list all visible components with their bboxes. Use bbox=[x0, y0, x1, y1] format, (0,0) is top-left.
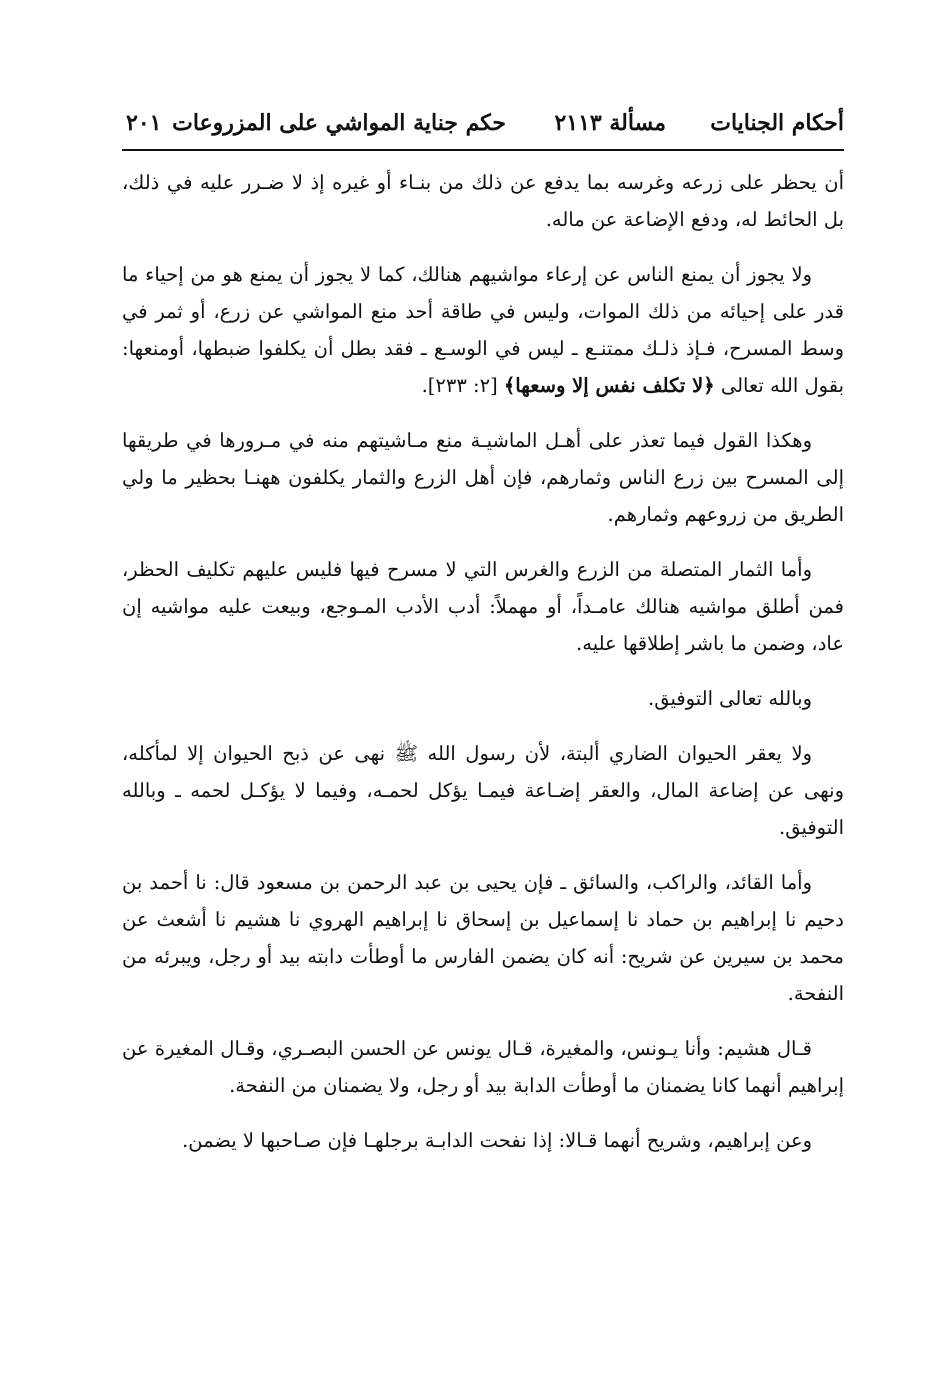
paragraph-2: ولا يجوز أن يمنع الناس عن إرعاء مواشيهم هنالك، كما لا يجوز أن يمنع هو من إحياء ما قدر على إحيائه من ذلك الموات، وليس في طاقة أحد منع المواشي عن زرع، أو ثمر في وسط المسرح، فـإذ ذلـك ممتنـع ـ ليس في الوسـع ـ فقد بطل أن يكلفوا ضبطها، أومنعها: بقول الله تعالى ﴿لا تكلف نفس إلا وسعها﴾ [٢: ٢٣٣]. bbox=[122, 263, 844, 397]
paragraph-8: قـال هشيم: وأنا يـونس، والمغيرة، قـال يونس عن الحسن البصـري، وقـال المغيرة عن إبراهيم أنهما كانا يضمنان ما أوطأت الدابة بيد أو رجل، ولا يضمنان من النفحة. bbox=[122, 1037, 844, 1097]
paragraph-9: وعن إبراهيم، وشريح أنهما قـالا: إذا نفحت الدابـة برجلهـا فإن صـاحبها لا يضمن. bbox=[182, 1129, 812, 1152]
paragraph-4: وأما الثمار المتصلة من الزرع والغرس التي لا مسرح فيها فليس عليهم تكليف الحظر، فمن أطلق مواشيه هنالك عامـداً، أو مهملاً: أدب الأدب المـوجع، وبيعت عليه مواشيه إن عاد، وضمن ما باشر إطلاقها عليه. bbox=[122, 558, 844, 655]
page-number: ٢٠١ bbox=[126, 110, 162, 136]
paragraph-5: وبالله تعالى التوفيق. bbox=[648, 687, 812, 710]
paragraph-1: أن يحظر على زرعه وغرسه بما يدفع عن ذلك من بنـاء أو غيره إذ لا ضـرر عليه في ذلك، بل الحائط له، ودفع الإضاعة عن ماله. bbox=[122, 171, 844, 231]
paragraph-7: وأما القائد، والراكب، والسائق ـ فإن يحيى بن عبد الرحمن بن مسعود قال: نا أحمد بن دحيم نا إبراهيم بن حماد نا إسماعيل بن إسحاق نا إبراهيم الهروي نا هشيم نا أشعث عن محمد بن سيرين عن شريح: أنه كان يضمن الفارس ما أوطأت دابته بيد أو رجل، ويبرئه من النفحة. bbox=[122, 871, 844, 1005]
paragraph-3: وهكذا القول فيما تعذر على أهـل الماشيـة منع مـاشيتهم منه في مـرورها في طريقها إلى المسرح بين زرع الناس وثمارهم، فإن أهل الزرع والثمار يكلفون ههنـا بحظير ما ولي الطريق من زروعهم وثمارهم. bbox=[122, 429, 844, 526]
body-text bbox=[122, 164, 844, 1177]
quran-quote: ﴿لا تكلف نفس إلا وسعها﴾ bbox=[503, 374, 715, 397]
header-chapter-title: حكم جناية المواشي على المزروعات bbox=[172, 110, 506, 136]
paragraph-6: ولا يعقر الحيوان الضاري ألبتة، لأن رسول الله ﷺ نهى عن ذبح الحيوان إلا لمأكله، ونهى عن إضاعة المال، والعقر إضـاعة فيمـا يؤكل لحمـه، وفيما لا يؤكـل لحمه ـ وبالله التوفيق. bbox=[122, 742, 844, 839]
header-book-title: أحكام الجنايات bbox=[710, 110, 844, 136]
quran-reference: [٢: ٢٣٣]. bbox=[421, 374, 498, 397]
header-rule bbox=[122, 149, 844, 151]
header-issue-number: مسألة ٢١١٣ bbox=[554, 110, 666, 136]
running-header bbox=[122, 106, 844, 146]
